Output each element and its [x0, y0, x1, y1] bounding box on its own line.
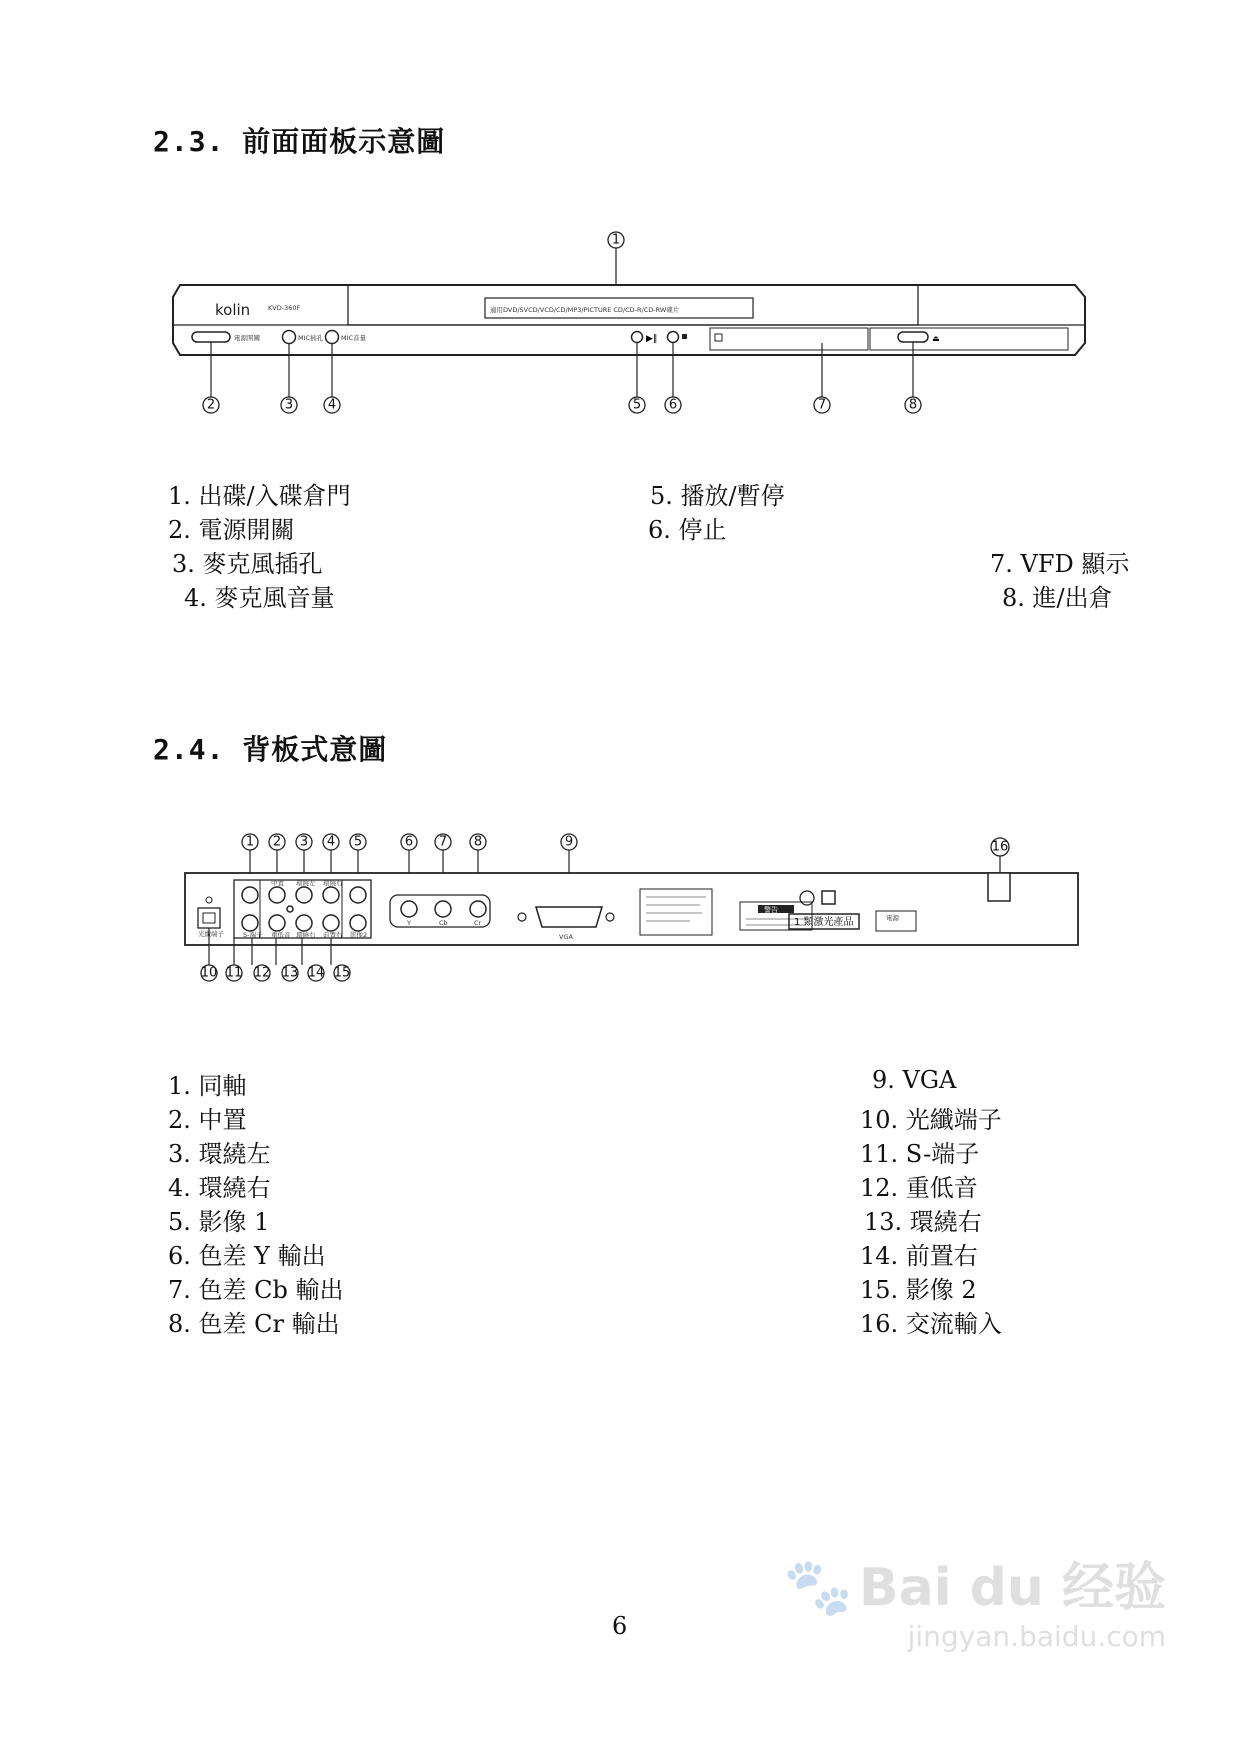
back-item-10: 10. 光纖端子	[860, 1106, 1002, 1134]
ac-input[interactable]	[988, 873, 1010, 901]
svg-text:2: 2	[272, 834, 282, 850]
svg-text:3: 3	[299, 834, 309, 850]
front-item-7: 7. VFD 顯示	[990, 550, 1130, 578]
back-item-12: 12. 重低音	[860, 1174, 978, 1202]
front-item-5: 5. 播放/暫停	[650, 482, 785, 510]
play-pause-icon: ▶‖	[646, 334, 658, 344]
back-item-1: 1. 同軸	[168, 1072, 247, 1100]
back-item-16: 16. 交流輸入	[860, 1310, 1002, 1338]
back-item-2: 2. 中置	[168, 1106, 247, 1134]
paw-icon: 🐾	[783, 1555, 853, 1620]
svg-text:14: 14	[307, 965, 325, 981]
eject-button[interactable]	[898, 332, 928, 342]
vga-label: VGA	[559, 933, 573, 941]
mic-jack[interactable]	[283, 331, 296, 344]
svg-text:12: 12	[253, 965, 271, 981]
front-item-8: 8. 進/出倉	[1002, 584, 1113, 612]
front-panel-heading: 2.3. 前面面板示意圖	[153, 125, 446, 158]
back-item-13: 13. 環繞右	[864, 1208, 982, 1236]
mic-volume-knob[interactable]	[326, 331, 339, 344]
svg-text:2: 2	[206, 397, 216, 413]
watermark-url: jingyan.baidu.com	[907, 1620, 1166, 1653]
back-item-6: 6. 色差 Y 輸出	[168, 1242, 326, 1270]
ypbpr-cb-label: Cb	[439, 919, 448, 927]
power-label: 電源開關	[234, 334, 260, 342]
svg-text:6: 6	[404, 834, 414, 850]
ypbpr-cr-label: Cr	[474, 919, 482, 927]
front-item-2: 2. 電源開關	[168, 516, 295, 544]
mic-jack-label: MIC插孔	[298, 334, 324, 342]
model-label: KVD-360F	[268, 304, 301, 312]
vga-port[interactable]	[536, 907, 602, 927]
svg-text:16: 16	[991, 839, 1009, 855]
front-item-6: 6. 停止	[648, 516, 727, 544]
page-number: 6	[612, 1612, 628, 1640]
svg-text:7: 7	[438, 834, 448, 850]
svg-text:10: 10	[200, 965, 218, 981]
front-item-4: 4. 麥克風音量	[184, 584, 335, 612]
jack-label-front-right: 前置右	[323, 931, 343, 939]
jack-label-surround-right-2: 環繞右	[296, 931, 316, 939]
svg-text:15: 15	[333, 965, 351, 981]
svg-text:7: 7	[817, 397, 827, 413]
tray-text: 適用DVD/SVCD/VCD/CD/MP3/PICTURE CD/CD-R/CD-RW碟片	[490, 306, 680, 314]
jack-label-s-video: S-端子	[243, 931, 263, 939]
svg-text:6: 6	[668, 397, 678, 413]
svg-text:13: 13	[281, 965, 299, 981]
back-item-5: 5. 影像 1	[168, 1208, 270, 1236]
svg-text:8: 8	[473, 834, 483, 850]
svg-text:9: 9	[564, 834, 574, 850]
back-item-9: 9. VGA	[872, 1066, 957, 1094]
back-item-7: 7. 色差 Cb 輸出	[168, 1276, 344, 1304]
optical-label: 光纖端子	[198, 930, 224, 938]
jack-label-video2: 影像2	[350, 931, 368, 939]
warning-label: 警告	[764, 906, 778, 914]
jack-label-subwoofer: 重低音	[271, 931, 291, 939]
svg-text:1: 1	[245, 834, 255, 850]
jack-label-center: 中置	[271, 879, 284, 887]
ypbpr-y-label: Y	[407, 919, 411, 927]
power-button[interactable]	[192, 332, 230, 342]
back-panel-diagram	[170, 825, 1090, 995]
mic-volume-label: MIC音量	[341, 334, 367, 342]
back-item-3: 3. 環繞左	[168, 1140, 271, 1168]
svg-text:4: 4	[326, 834, 336, 850]
back-item-8: 8. 色差 Cr 輸出	[168, 1310, 340, 1338]
eject-icon: ⏏	[932, 334, 940, 343]
watermark	[783, 1555, 1166, 1653]
stop-icon	[682, 334, 687, 339]
svg-text:11: 11	[225, 965, 243, 981]
svg-text:8: 8	[908, 397, 918, 413]
back-item-15: 15. 影像 2	[860, 1276, 977, 1304]
brand-logo: kolin	[215, 301, 251, 319]
jack-label-surround-right: 環繞右	[323, 879, 343, 887]
svg-text:5: 5	[632, 397, 642, 413]
play-pause-button[interactable]	[632, 332, 643, 343]
svg-text:4: 4	[327, 397, 337, 413]
stop-button[interactable]	[668, 332, 679, 343]
back-item-11: 11. S-端子	[860, 1140, 980, 1168]
front-item-1: 1. 出碟/入碟倉門	[168, 482, 351, 510]
svg-text:5: 5	[353, 834, 363, 850]
svg-text:3: 3	[284, 397, 294, 413]
watermark-logo: Bai du 经验	[859, 1558, 1166, 1618]
back-item-4: 4. 環繞右	[168, 1174, 271, 1202]
back-panel-heading: 2.4. 背板式意圖	[153, 733, 388, 766]
jack-label-surround-left: 環繞左	[296, 879, 316, 887]
laser-class-label: 1 類激光產品	[794, 917, 854, 928]
svg-text:1: 1	[611, 232, 621, 248]
front-item-3: 3. 麥克風插孔	[172, 550, 323, 578]
back-item-14: 14. 前置右	[860, 1242, 978, 1270]
front-panel-diagram	[170, 225, 1100, 420]
power-input-label: 電源	[886, 914, 899, 922]
